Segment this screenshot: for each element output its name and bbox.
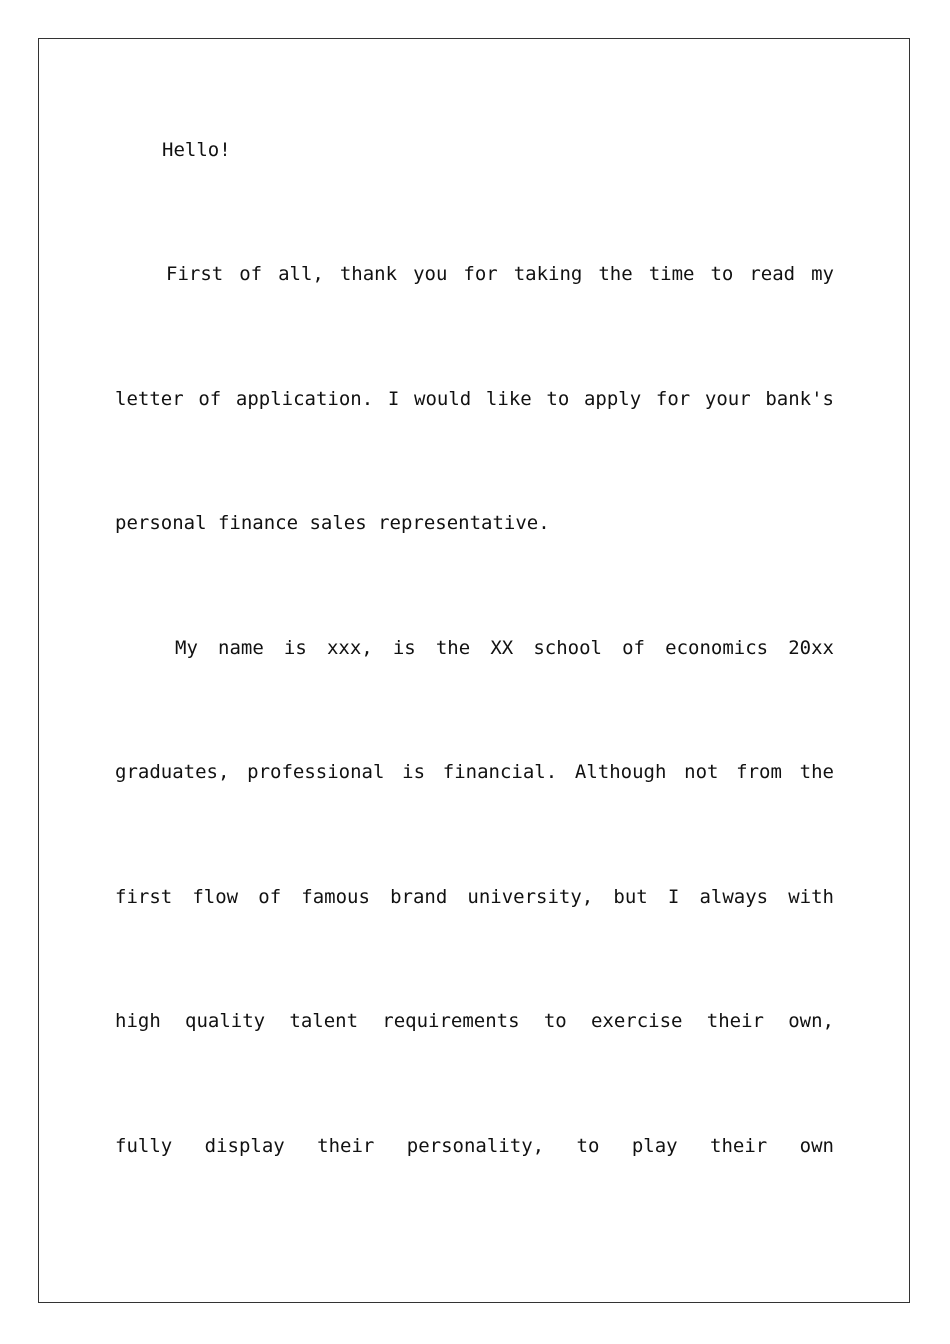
paragraph-2-line-5: fully display their personality, to play their own xyxy=(115,1135,834,1157)
paragraph-1-line-1: First of all, thank you for taking the time to read my xyxy=(166,263,834,285)
paragraph-1-line-3: personal finance sales representative. xyxy=(115,512,550,534)
paragraph-2-line-2: graduates, professional is financial. Although not from the xyxy=(115,761,834,783)
paragraph-1-line-2: letter of application. I would like to apply for your bank's xyxy=(115,388,834,410)
greeting: Hello! xyxy=(162,139,231,161)
paragraph-2-line-3: first flow of famous brand university, but I always with xyxy=(115,886,834,908)
page-border xyxy=(38,38,910,1303)
paragraph-2-line-1: My name is xxx, is the XX school of economics 20xx xyxy=(175,637,834,659)
paragraph-2-line-4: high quality talent requirements to exercise their own, xyxy=(115,1010,834,1032)
